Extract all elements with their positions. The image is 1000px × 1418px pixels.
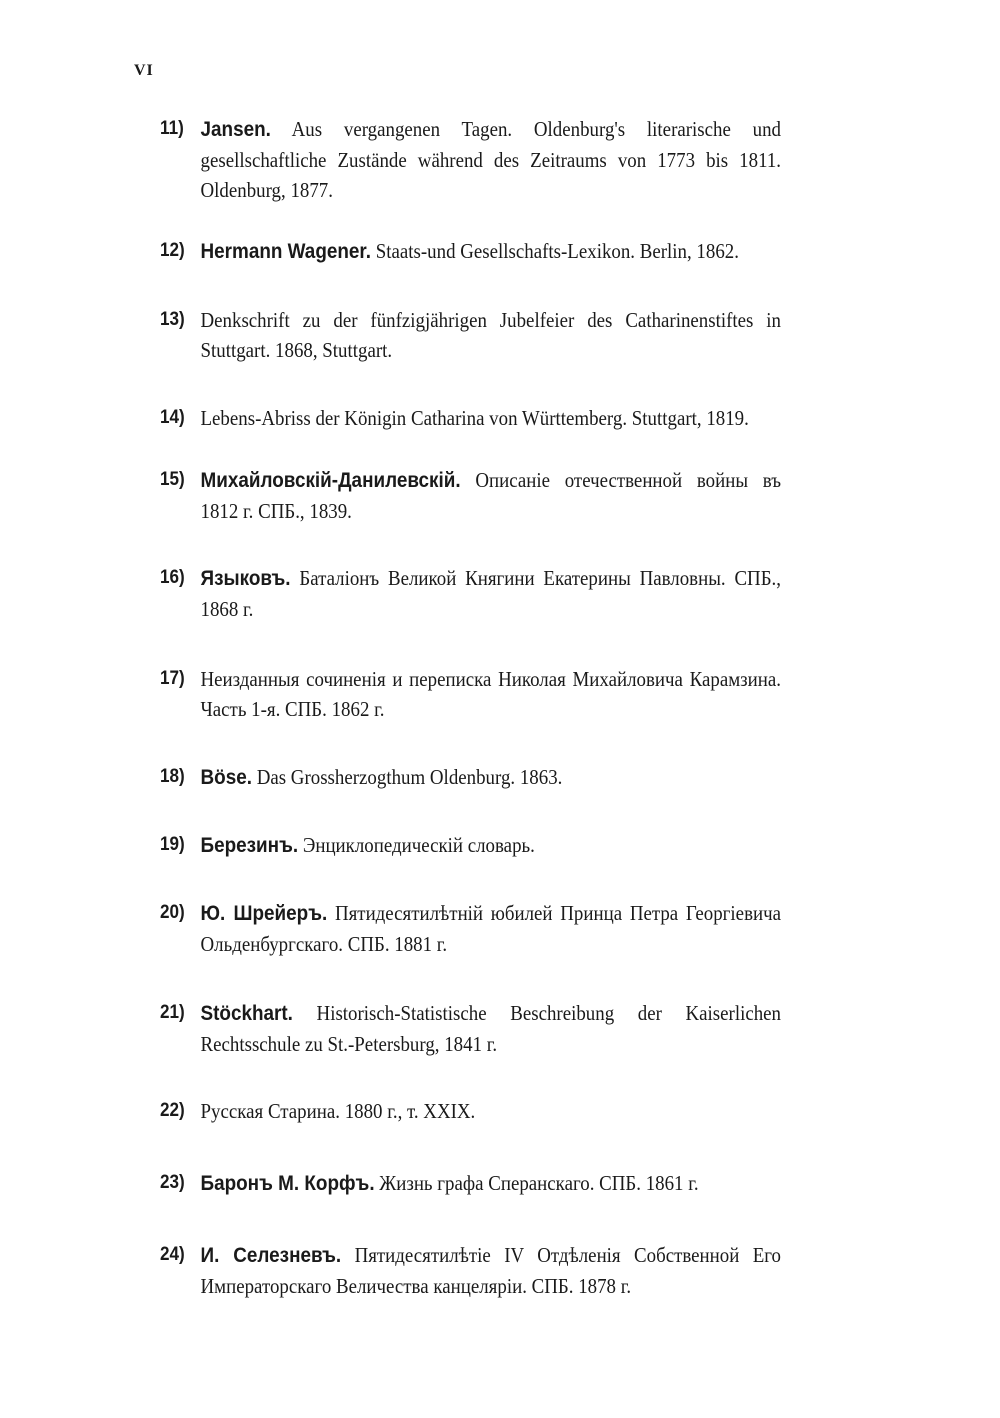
bibliography-entry-20 — [160, 898, 781, 959]
entry-text: Historisch-Statistische Beschreibung der Kaiserlichen Rechtsschule zu St.-Petersburg, 1841 г. — [200, 1001, 781, 1056]
entry-number: 15) — [160, 469, 185, 490]
entry-number: 21) — [160, 1002, 185, 1023]
entry-body — [201, 114, 782, 205]
bibliography-entry-21 — [160, 998, 781, 1059]
entry-number: 19) — [160, 834, 185, 855]
entry-body: Неизданныя сочиненія и переписка Николая Михайловича Карамзина. Часть 1-я. СПБ. 1862 г. — [200, 667, 781, 721]
entry-text: Баталіонъ Великой Княгини Екатерины Павловны. СПБ., 1868 г. — [200, 566, 781, 621]
entry-number: 24) — [160, 1244, 185, 1265]
entry-number: 11) — [160, 118, 184, 139]
entry-number: 16) — [160, 567, 185, 588]
bibliography-entry-19 — [160, 830, 781, 861]
entry-body — [201, 236, 782, 267]
entry-text: Описаніе отечественной войны въ 1812 г. СПБ., 1839. — [200, 468, 781, 523]
entry-author: Березинъ. — [200, 834, 299, 857]
entry-number: 14) — [160, 407, 185, 428]
entry-number: 17) — [160, 668, 185, 689]
entry-author: Böse. — [200, 766, 252, 789]
bibliography-entry-11 — [160, 114, 781, 205]
entry-body: Denkschrift zu der fünfzigjährigen Jubelfeier des Catharinenstiftes in Stuttgart. 1868, Stuttgart. — [200, 308, 781, 362]
entry-body — [201, 762, 782, 793]
entry-body: Русская Старина. 1880 г., т. XXIX. — [200, 1099, 476, 1123]
entry-body — [201, 998, 782, 1059]
entry-text: Das Grossherzogthum Oldenburg. 1863. — [256, 765, 563, 789]
entry-body: Lebens-Abriss der Königin Catharina von Württemberg. Stuttgart, 1819. — [200, 406, 749, 430]
entry-author: И. Селезневъ. — [200, 1244, 342, 1267]
entry-author: Hermann Wagener. — [200, 240, 372, 263]
bibliography-entry-15 — [160, 465, 781, 526]
bibliography-entry-22 — [160, 1096, 781, 1126]
bibliography-entry-23 — [160, 1168, 781, 1199]
entry-text: Пятидесятилѣтіе IV Отдѣленія Собственной Его Императорскаго Величества канцеляріи. СПБ. 1878 г. — [200, 1243, 782, 1298]
entry-text: Энциклопедическій словарь. — [302, 833, 535, 857]
entry-text: Жизнь графа Сперанскаго. СПБ. 1861 г. — [379, 1171, 699, 1195]
entry-body — [201, 563, 782, 624]
bibliography-entry-18 — [160, 762, 781, 793]
entry-author: Stöckhart. — [200, 1002, 293, 1025]
entry-number: 12) — [160, 240, 185, 261]
entry-body — [201, 1240, 782, 1301]
entry-number: 18) — [160, 766, 185, 787]
entry-body — [201, 465, 782, 526]
bibliography-entry-24 — [160, 1240, 781, 1301]
entry-text: Staats-und Gesellschafts-Lexikon. Berlin, 1862. — [375, 239, 739, 263]
entry-author: Языковъ. — [200, 567, 291, 590]
bibliography-entry-16 — [160, 563, 781, 624]
bibliography-entry-17 — [160, 664, 781, 724]
bibliography-entry-12 — [160, 236, 781, 267]
entry-number: 13) — [160, 309, 185, 330]
entry-author: Ю. Шрейеръ. — [200, 902, 328, 925]
entry-body — [201, 830, 782, 861]
bibliography-entry-13 — [160, 305, 781, 365]
entry-body — [201, 898, 782, 959]
page-number: VI — [134, 62, 154, 79]
entry-number: 23) — [160, 1172, 185, 1193]
entry-number: 20) — [160, 902, 185, 923]
bibliography-entry-14 — [160, 403, 781, 433]
entry-author: Jansen. — [200, 118, 271, 141]
entry-author: Михайловскій-Данилевскій. — [200, 469, 461, 492]
entry-text: Пятидесятилѣтній юбилей Принца Петра Георгіевича Ольденбургскаго. СПБ. 1881 г. — [200, 901, 782, 956]
entry-number: 22) — [160, 1100, 185, 1121]
entry-text: Aus vergangenen Tagen. Oldenburg's literarische und gesellschaftliche Zustände während des Zeitraums von 1773 bis 1811. Oldenburg, 1877. — [200, 117, 782, 202]
entry-body — [201, 1168, 782, 1199]
entry-author: Баронъ М. Корфъ. — [200, 1172, 375, 1195]
